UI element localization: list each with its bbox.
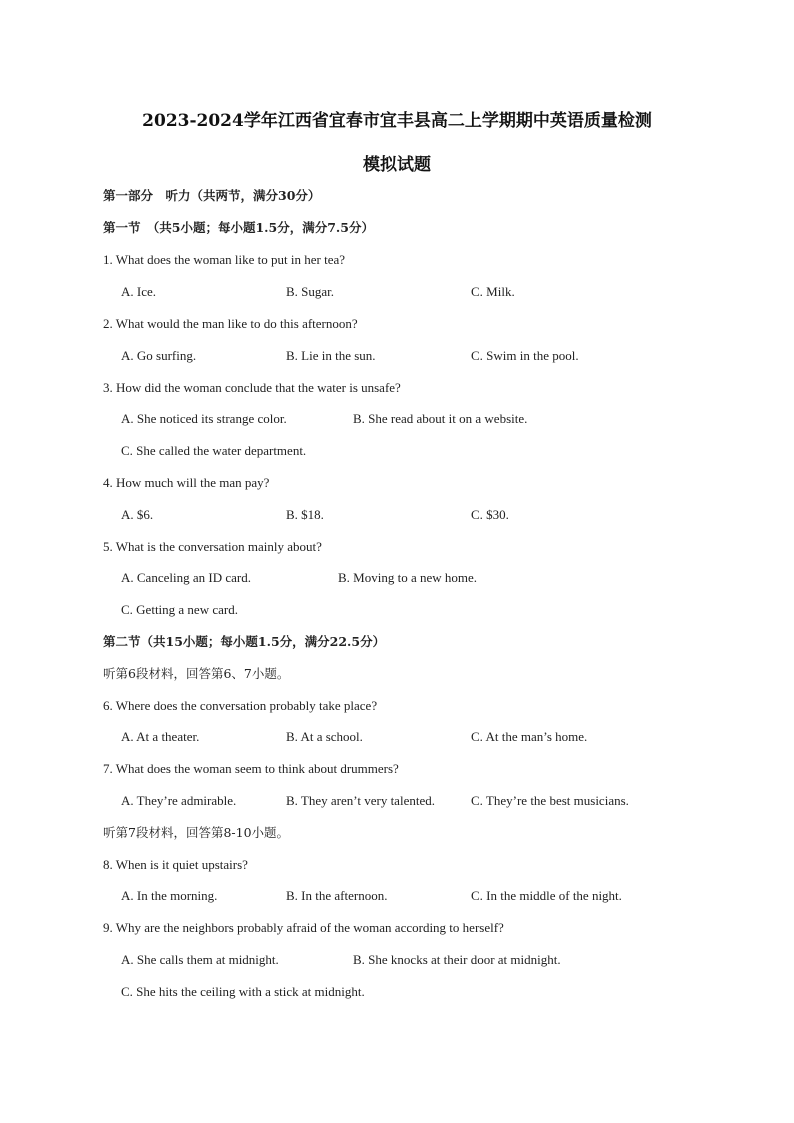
question-3-option-c[interactable]: C. She called the water department. xyxy=(121,443,307,458)
question-8-stem: 8. When is it quiet upstairs? xyxy=(103,857,248,872)
question-9-stem: 9. Why are the neighbors probably afraid of the woman according to herself? xyxy=(103,920,504,935)
question-1-option-c[interactable]: C. Milk. xyxy=(471,284,515,299)
question-5-option-a[interactable]: A. Canceling an ID card. xyxy=(121,570,251,585)
question-5-stem: 5. What is the conversation mainly about? xyxy=(103,539,322,554)
question-3-stem: 3. How did the woman conclude that the water is unsafe? xyxy=(103,380,401,395)
section2-instruction-8-10: 听第7段材料，回答第8-10小题。 xyxy=(103,825,290,840)
question-8-option-b[interactable]: B. In the afternoon. xyxy=(286,888,388,903)
exam-title-line-2: 模拟试题 xyxy=(363,155,431,175)
question-5-option-c[interactable]: C. Getting a new card. xyxy=(121,602,238,617)
question-9-option-c[interactable]: C. She hits the ceiling with a stick at midnight. xyxy=(121,984,365,999)
question-6-option-b[interactable]: B. At a school. xyxy=(286,729,363,744)
question-3-option-a[interactable]: A. She noticed its strange color. xyxy=(121,411,287,426)
section2-heading: 第二节（共15小题；每小题1.5分，满分22.5分） xyxy=(103,634,386,649)
question-4-option-a[interactable]: A. $6. xyxy=(121,507,154,522)
question-7-option-c[interactable]: C. They’re the best musicians. xyxy=(471,793,629,808)
question-8-option-c[interactable]: C. In the middle of the night. xyxy=(471,888,622,903)
question-2-stem: 2. What would the man like to do this afternoon? xyxy=(103,316,358,331)
question-7-stem: 7. What does the woman seem to think about drummers? xyxy=(103,761,399,776)
section1-heading: 第一节 （共5小题；每小题1.5分，满分7.5分） xyxy=(103,220,374,235)
question-9-option-a[interactable]: A. She calls them at midnight. xyxy=(121,952,279,967)
question-2-option-c[interactable]: C. Swim in the pool. xyxy=(471,348,579,363)
question-1-stem: 1. What does the woman like to put in her tea? xyxy=(103,252,345,267)
question-2-option-b[interactable]: B. Lie in the sun. xyxy=(286,348,376,363)
question-2-option-a[interactable]: A. Go surfing. xyxy=(121,348,197,363)
question-4-option-b[interactable]: B. $18. xyxy=(286,507,324,522)
question-5-option-b[interactable]: B. Moving to a new home. xyxy=(338,570,478,585)
question-7-option-b[interactable]: B. They aren’t very talented. xyxy=(286,793,435,808)
question-3-option-b[interactable]: B. She read about it on a website. xyxy=(353,411,528,426)
question-7-option-a[interactable]: A. They’re admirable. xyxy=(121,793,237,808)
exam-title-line-1: 2023-2024学年江西省宜春市宜丰县高二上学期期中英语质量检测 xyxy=(142,111,652,131)
question-1-option-b[interactable]: B. Sugar. xyxy=(286,284,335,299)
question-6-option-c[interactable]: C. At the man’s home. xyxy=(471,729,588,744)
question-9-option-b[interactable]: B. She knocks at their door at midnight. xyxy=(353,952,561,967)
section2-instruction-6-7: 听第6段材料，回答第6、7小题。 xyxy=(103,666,290,681)
question-1-option-a[interactable]: A. Ice. xyxy=(121,284,157,299)
question-8-option-a[interactable]: A. In the morning. xyxy=(121,888,218,903)
question-4-stem: 4. How much will the man pay? xyxy=(103,475,270,490)
part1-heading: 第一部分 听力（共两节，满分30分） xyxy=(103,188,321,203)
question-6-stem: 6. Where does the conversation probably take place? xyxy=(103,698,378,713)
question-6-option-a[interactable]: A. At a theater. xyxy=(121,729,200,744)
question-4-option-c[interactable]: C. $30. xyxy=(471,507,509,522)
